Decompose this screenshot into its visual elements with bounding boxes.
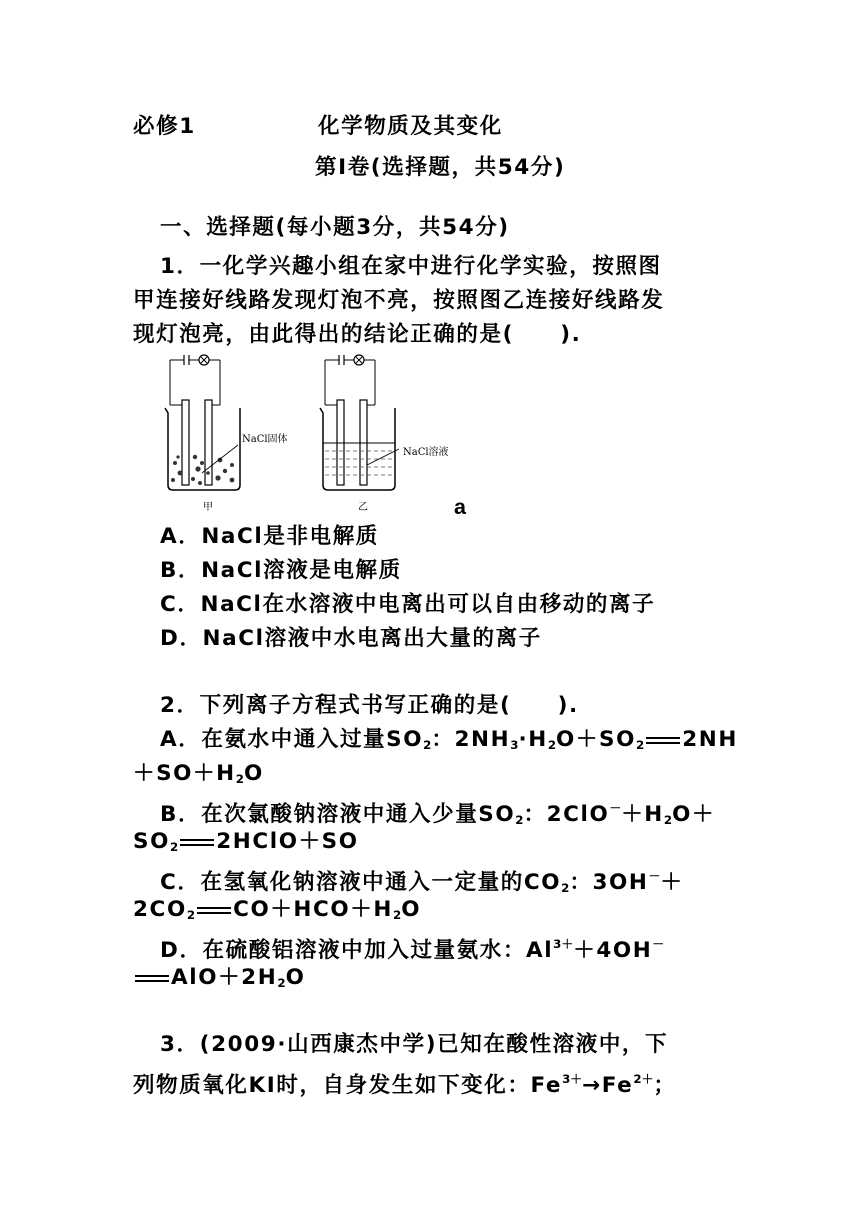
q2-option-b-line-1: B．在次氯酸钠溶液中通入少量$SO_2$：$2ClO^-+H_2O+$ xyxy=(160,801,716,827)
equals-sign-icon xyxy=(195,895,233,925)
q1-figure xyxy=(160,345,490,520)
q1-option-c: C．NaCl在水溶液中电离出可以自由移动的离子 xyxy=(160,592,656,617)
label-yi: 乙 xyxy=(358,502,368,513)
beaker-jia xyxy=(165,355,240,490)
q1-line-1: 1．一化学兴趣小组在家中进行化学实验，按照图 xyxy=(160,254,662,279)
q1-option-d: D．NaCl溶液中水电离出大量的离子 xyxy=(160,626,542,651)
course-title: 必修1 xyxy=(133,114,196,139)
equals-sign-icon xyxy=(644,725,682,755)
q1-option-a: A．NaCl是非电解质 xyxy=(160,524,379,549)
arrow-icon: → xyxy=(582,1072,602,1098)
q2-stem: 2．下列离子方程式书写正确的是( ). xyxy=(160,693,579,718)
equals-sign-icon xyxy=(178,827,216,857)
q2-option-a-line-2: $+SO+H_2O$ xyxy=(133,761,264,786)
equals-sign-icon xyxy=(133,963,171,993)
q2-option-c-line-2: $2CO_2$ $CO+HCO+H_2O$ xyxy=(133,895,421,930)
chapter-title: 化学物质及其变化 xyxy=(318,114,503,139)
q2-option-c-line-1: C．在氢氧化钠溶液中通入一定量的$CO_2$：3OH－＋ xyxy=(160,869,684,895)
q3-line-2: 列物质氧化KI时，自身发生如下变化：$Fe^{3+}\to Fe^{2+}$； xyxy=(133,1072,677,1098)
q2-option-a-line-1: A．在氨水中通入过量$SO_2$：$2NH_3\cdot H_2O+SO_2$ 2NH xyxy=(160,725,738,760)
figure-caption: a xyxy=(454,495,468,519)
q1-line-3: 现灯泡亮，由此得出的结论正确的是( ). xyxy=(133,322,582,347)
label-nacl-solid: NaCl固体 xyxy=(242,434,288,445)
q1-option-b: B．NaCl溶液是电解质 xyxy=(160,558,402,583)
section-title: 一、选择题(每小题3分，共54分) xyxy=(160,215,510,240)
q2-option-d-line-2: $AlO+2H_2O$ xyxy=(133,963,305,998)
beaker-yi xyxy=(320,355,399,490)
q2-option-b-line-2: $SO_2$ 2HClO＋SO xyxy=(133,827,359,862)
label-jia: 甲 xyxy=(203,502,213,513)
q1-line-2: 甲连接好线路发现灯泡不亮，按照图乙连接好线路发 xyxy=(133,288,665,313)
q3-line-1: 3．(2009·山西康杰中学)已知在酸性溶液中，下 xyxy=(160,1032,669,1057)
volume-title: 第Ⅰ卷(选择题，共54分) xyxy=(315,155,566,180)
q2-option-d-line-1: D．在硫酸铝溶液中加入过量氨水：$Al^{3+}+4OH^-$ xyxy=(160,937,665,963)
label-nacl-solution: NaCl溶液 xyxy=(403,447,449,458)
